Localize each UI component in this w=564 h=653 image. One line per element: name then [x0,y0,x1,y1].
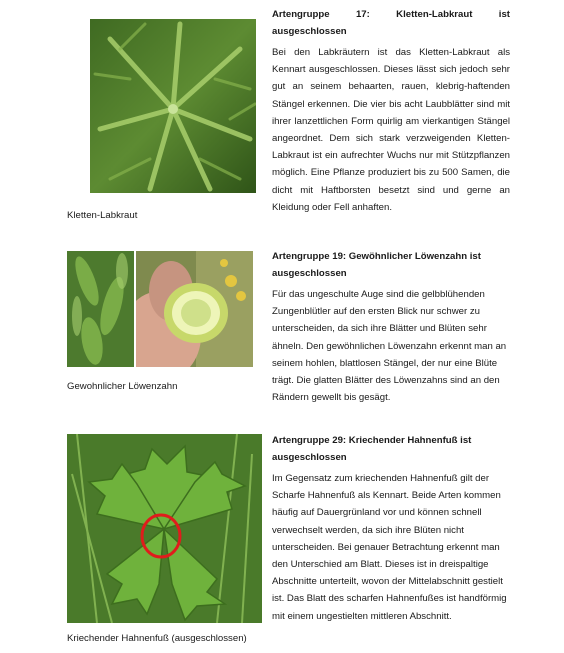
entry-heading: Artengruppe 17: Kletten-Labkraut ist ausgeschlossen [272,9,510,37]
entry-heading: Artengruppe 29: Kriechender Hahnenfuß ist ausgeschlossen [272,435,472,463]
cleavers-caption: Kletten-Labkraut [67,210,138,221]
entry-body: Für das ungeschulte Auge sind die gelbblühenden Zungenblütler auf den ersten Blick nur schwer zu unterscheiden, da sich ihre Blätter und Blüten sehr ähneln. Den gewöhnlichen Löwenzahn erkennt man an seinem hohlen, blattlosen Stängel, der nur eine Blüte trägt. Die glatten Blätter des Löwenzahns sind an den Rändern gewellt bis gesägt. [272,289,507,404]
entry-buttercup [272,432,510,625]
entry-body: Im Gegensatz zum kriechenden Hahnenfuß gilt der Scharfe Hahnenfuß als Kennart. Beide Arten kommen häufig auf Dauergrünland vor und können schnell verwechselt werden, da sich ihre Blüten nicht unterscheiden. Bei genauer Betrachtung erkennt man den Unterschied am Blatt. Dieses ist in dreispaltige Abschnitte unterteilt, wovon der Mittelabschnitt gestielt ist. Das Blatt des scharfen Hahnenfußes ist handförmig mit einem ungestielten mittleren Abschnitt. [272,473,507,622]
entry-body: Bei den Labkräutern ist das Kletten-Labkraut als Kennart ausgeschlossen. Dieses lässt sich jedoch sehr gut an seinem behaarten, rauen, klebrig-haftenden Stängel erkennen. Die vier bis acht Laubblätter sind mit ihrer lanzettlichen Form quirlig am vierkantigen Stängel angeordnet. Dem sich stark verzweigenden Kletten-Labkraut ist ein aufrechter Wuchs nur mit Stützpflanzen möglich. Eine Pflanze produziert bis zu 500 Samen, die dicht mit Haftborsten besetzt sind und gerne an Kleidung oder Fell anhaften. [272,47,510,213]
buttercup-caption: Kriechender Hahnenfuß (ausgeschlossen) [67,633,247,644]
cleavers-photo [90,19,256,193]
entry-cleavers [272,6,510,216]
dandelion-leaves-photo [67,251,134,367]
dandelion-stem-photo [136,251,253,367]
entry-heading: Artengruppe 19: Gewöhnlicher Löwenzahn ist ausgeschlossen [272,251,481,279]
entry-dandelion [272,248,510,406]
dandelion-caption: Gewohnlicher Löwenzahn [67,381,178,392]
buttercup-photo [67,434,262,623]
